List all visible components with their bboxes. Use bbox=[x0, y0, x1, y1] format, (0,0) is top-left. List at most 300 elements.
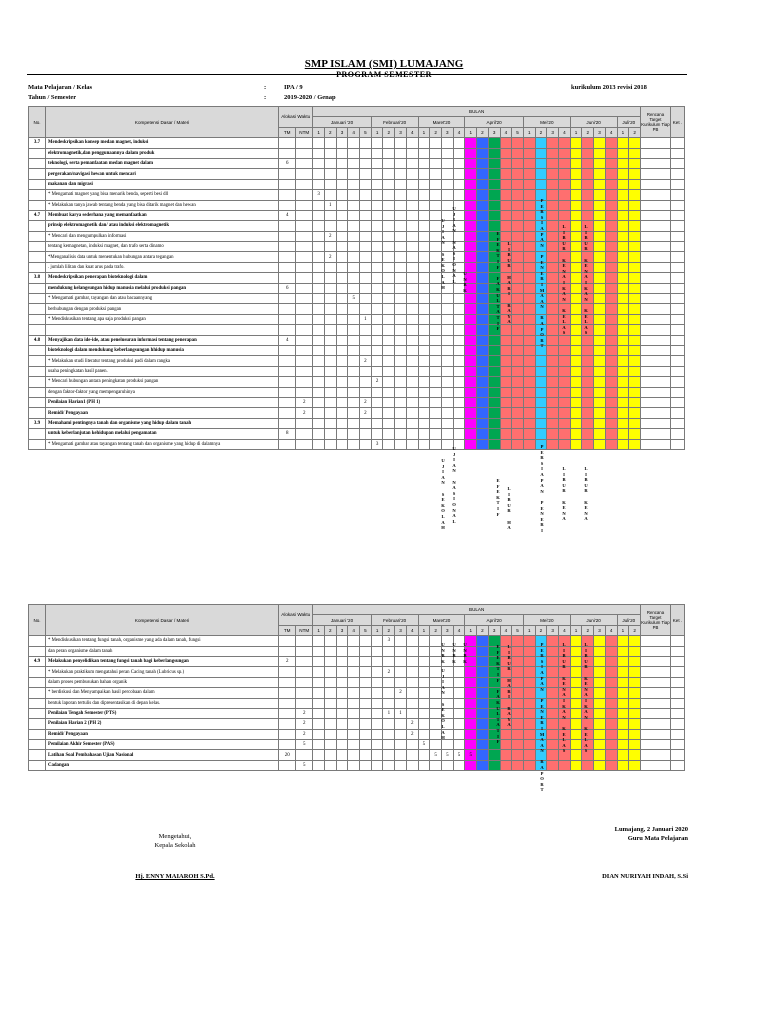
week-cell bbox=[547, 221, 559, 231]
week-cell bbox=[570, 169, 582, 179]
week-cell bbox=[371, 231, 383, 241]
header-kd: Kompetensi Dasar / Materi bbox=[46, 107, 279, 138]
week-cell bbox=[488, 418, 500, 428]
week-cell bbox=[629, 439, 641, 449]
week-cell bbox=[336, 677, 348, 687]
week-cell bbox=[570, 397, 582, 407]
week-cell bbox=[418, 190, 430, 200]
week-header: 1 bbox=[418, 127, 430, 137]
week-cell: 3 bbox=[313, 190, 325, 200]
week-cell bbox=[605, 397, 617, 407]
week-cell bbox=[594, 740, 606, 750]
week-cell bbox=[324, 345, 336, 355]
week-cell bbox=[324, 262, 336, 272]
week-cell bbox=[594, 148, 606, 158]
ket-cell bbox=[670, 677, 684, 687]
week-cell bbox=[570, 387, 582, 397]
week-cell bbox=[336, 356, 348, 366]
row-number bbox=[29, 231, 46, 241]
week-cell bbox=[594, 377, 606, 387]
week-cell bbox=[582, 377, 594, 387]
week-cell bbox=[594, 190, 606, 200]
week-cell bbox=[477, 283, 489, 293]
week-cell bbox=[605, 325, 617, 335]
materi-text: bioteknologi dalam mendukung keberlangsungan hhidup manusia bbox=[46, 345, 279, 355]
week-cell bbox=[371, 677, 383, 687]
week-cell bbox=[523, 262, 535, 272]
row-number bbox=[29, 708, 46, 718]
week-cell bbox=[383, 200, 395, 210]
week-cell bbox=[500, 169, 512, 179]
row-number bbox=[29, 242, 46, 252]
week-cell bbox=[453, 740, 465, 750]
rencana-cell bbox=[641, 252, 671, 262]
header-bulan: BULAN bbox=[313, 605, 641, 615]
week-cell bbox=[418, 221, 430, 231]
week-cell bbox=[559, 345, 571, 355]
week-cell bbox=[313, 667, 325, 677]
week-cell bbox=[629, 667, 641, 677]
week-cell bbox=[336, 190, 348, 200]
week-cell bbox=[441, 314, 453, 324]
week-cell bbox=[371, 387, 383, 397]
week-cell bbox=[523, 304, 535, 314]
week-cell bbox=[395, 138, 407, 148]
ntm-value bbox=[296, 314, 313, 324]
week-cell bbox=[512, 158, 524, 168]
week-header: 3 bbox=[336, 127, 348, 137]
week-cell bbox=[605, 439, 617, 449]
rencana-cell bbox=[641, 273, 671, 283]
week-cell bbox=[371, 356, 383, 366]
tm-value bbox=[279, 729, 296, 739]
week-cell bbox=[465, 719, 477, 729]
week-cell bbox=[313, 397, 325, 407]
ntm-value bbox=[296, 439, 313, 449]
week-cell bbox=[430, 138, 442, 148]
week-cell bbox=[605, 314, 617, 324]
rencana-cell bbox=[641, 231, 671, 241]
header-ket: Ket . bbox=[670, 107, 684, 138]
week-cell bbox=[488, 429, 500, 439]
week-cell bbox=[418, 138, 430, 148]
tm-value bbox=[279, 148, 296, 158]
table-row bbox=[29, 190, 685, 200]
week-header: 4 bbox=[406, 127, 418, 137]
persiapan-label: P E R S I A P A N P E N E R I bbox=[540, 444, 544, 533]
week-cell bbox=[371, 729, 383, 739]
week-cell bbox=[477, 190, 489, 200]
row-number bbox=[29, 148, 46, 158]
week-cell bbox=[500, 429, 512, 439]
ket-cell bbox=[670, 377, 684, 387]
week-cell bbox=[395, 366, 407, 376]
tahun-value: 2019-2020 / Genap bbox=[284, 94, 336, 101]
week-cell bbox=[594, 304, 606, 314]
week-cell bbox=[605, 656, 617, 666]
week-cell bbox=[336, 325, 348, 335]
week-cell bbox=[324, 439, 336, 449]
week-cell bbox=[348, 158, 360, 168]
week-cell bbox=[336, 262, 348, 272]
ket-cell bbox=[670, 646, 684, 656]
ket-cell bbox=[670, 314, 684, 324]
week-cell bbox=[605, 169, 617, 179]
tm-value bbox=[279, 366, 296, 376]
week-cell bbox=[418, 397, 430, 407]
week-cell bbox=[336, 242, 348, 252]
ket-cell bbox=[670, 397, 684, 407]
week-cell bbox=[465, 439, 477, 449]
week-cell bbox=[629, 169, 641, 179]
rencana-cell bbox=[641, 418, 671, 428]
row-number bbox=[29, 294, 46, 304]
tm-value bbox=[279, 314, 296, 324]
week-cell bbox=[477, 242, 489, 252]
week-cell bbox=[594, 200, 606, 210]
week-cell bbox=[547, 646, 559, 656]
rencana-cell bbox=[641, 190, 671, 200]
week-cell bbox=[617, 729, 629, 739]
week-cell bbox=[430, 397, 442, 407]
week-cell bbox=[313, 262, 325, 272]
ket-cell bbox=[670, 294, 684, 304]
week-cell bbox=[348, 708, 360, 718]
week-cell bbox=[547, 179, 559, 189]
week-cell bbox=[629, 221, 641, 231]
week-cell bbox=[383, 252, 395, 262]
week-cell bbox=[512, 677, 524, 687]
header-bulan: BULAN bbox=[313, 107, 641, 117]
week-cell bbox=[406, 304, 418, 314]
week-cell bbox=[617, 418, 629, 428]
week-cell bbox=[605, 158, 617, 168]
week-cell bbox=[559, 148, 571, 158]
week-cell bbox=[441, 387, 453, 397]
ntm-value bbox=[296, 221, 313, 231]
week-header: 3 bbox=[594, 127, 606, 137]
week-header: 1 bbox=[570, 625, 582, 635]
week-cell bbox=[605, 148, 617, 158]
week-header: 2 bbox=[535, 625, 547, 635]
week-cell bbox=[617, 677, 629, 687]
week-cell bbox=[500, 408, 512, 418]
week-cell bbox=[605, 387, 617, 397]
week-cell bbox=[570, 231, 582, 241]
week-cell bbox=[395, 439, 407, 449]
week-cell bbox=[617, 646, 629, 656]
ket-cell bbox=[670, 698, 684, 708]
week-cell bbox=[617, 252, 629, 262]
week-cell bbox=[336, 429, 348, 439]
week-cell bbox=[570, 179, 582, 189]
week-cell bbox=[512, 636, 524, 646]
header-ntm: NTM bbox=[296, 625, 313, 635]
week-cell bbox=[313, 242, 325, 252]
week-cell bbox=[324, 283, 336, 293]
ntm-value bbox=[296, 387, 313, 397]
week-cell bbox=[313, 387, 325, 397]
ntm-value bbox=[296, 750, 313, 760]
week-cell bbox=[477, 169, 489, 179]
libur-hari-raya-label: L I B U R H A R I R A Y A bbox=[507, 644, 511, 728]
week-cell bbox=[395, 429, 407, 439]
week-cell bbox=[360, 740, 372, 750]
week-cell bbox=[406, 636, 418, 646]
week-cell bbox=[313, 356, 325, 366]
week-cell bbox=[360, 656, 372, 666]
week-cell bbox=[512, 169, 524, 179]
week-header: 2 bbox=[324, 127, 336, 137]
week-cell bbox=[594, 646, 606, 656]
week-cell bbox=[313, 646, 325, 656]
week-cell bbox=[453, 677, 465, 687]
week-cell bbox=[547, 158, 559, 168]
week-header: 1 bbox=[465, 127, 477, 137]
week-cell bbox=[617, 636, 629, 646]
week-cell bbox=[512, 719, 524, 729]
week-cell bbox=[383, 190, 395, 200]
week-cell: 3 bbox=[371, 439, 383, 449]
week-cell bbox=[500, 221, 512, 231]
libur-kenaikan-label: L I B U R K E N A I K A N K E L A S bbox=[584, 224, 588, 336]
week-cell bbox=[512, 231, 524, 241]
week-cell bbox=[570, 698, 582, 708]
header-kd: Kompetensi Dasar / Materi bbox=[46, 605, 279, 636]
week-cell bbox=[348, 646, 360, 656]
week-cell bbox=[512, 325, 524, 335]
week-cell bbox=[594, 262, 606, 272]
week-header: 4 bbox=[605, 625, 617, 635]
week-header: 2 bbox=[477, 625, 489, 635]
week-cell bbox=[617, 750, 629, 760]
week-cell bbox=[465, 179, 477, 189]
week-cell bbox=[371, 252, 383, 262]
week-cell bbox=[383, 221, 395, 231]
week-header: 3 bbox=[488, 625, 500, 635]
week-cell bbox=[453, 429, 465, 439]
week-cell bbox=[406, 688, 418, 698]
row-number bbox=[29, 677, 46, 687]
week-cell bbox=[523, 356, 535, 366]
row-number bbox=[29, 719, 46, 729]
week-cell bbox=[324, 242, 336, 252]
week-cell bbox=[465, 325, 477, 335]
week-cell bbox=[570, 429, 582, 439]
ntm-value bbox=[296, 242, 313, 252]
week-cell bbox=[406, 397, 418, 407]
week-cell bbox=[336, 273, 348, 283]
table-row bbox=[29, 387, 685, 397]
week-cell bbox=[383, 356, 395, 366]
week-cell bbox=[547, 169, 559, 179]
week-cell bbox=[559, 190, 571, 200]
row-number bbox=[29, 190, 46, 200]
week-cell bbox=[371, 200, 383, 210]
week-cell bbox=[477, 667, 489, 677]
week-cell bbox=[336, 221, 348, 231]
week-cell bbox=[383, 439, 395, 449]
week-cell bbox=[395, 418, 407, 428]
week-cell bbox=[617, 335, 629, 345]
materi-text: * Mencari hubungan antara peningkatan produksi pangan bbox=[46, 377, 279, 387]
week-cell bbox=[512, 646, 524, 656]
week-cell bbox=[383, 169, 395, 179]
week-cell bbox=[453, 169, 465, 179]
week-cell bbox=[441, 366, 453, 376]
week-cell bbox=[418, 677, 430, 687]
week-cell bbox=[418, 304, 430, 314]
rencana-cell bbox=[641, 210, 671, 220]
week-cell bbox=[570, 729, 582, 739]
week-cell bbox=[371, 179, 383, 189]
week-cell bbox=[582, 408, 594, 418]
week-cell bbox=[336, 688, 348, 698]
week-cell bbox=[465, 387, 477, 397]
week-cell bbox=[559, 335, 571, 345]
materi-text: Mendeskripsikan konsep medan magnet, induksi bbox=[46, 138, 279, 148]
week-cell bbox=[348, 636, 360, 646]
week-cell bbox=[512, 708, 524, 718]
week-cell bbox=[348, 429, 360, 439]
week-cell bbox=[406, 366, 418, 376]
week-cell bbox=[453, 148, 465, 158]
week-cell bbox=[594, 760, 606, 770]
week-header: 1 bbox=[371, 127, 383, 137]
week-cell bbox=[512, 294, 524, 304]
materi-text: * Melakukan studi literatur tentang produksi padi dalam rangka bbox=[46, 356, 279, 366]
week-cell bbox=[418, 283, 430, 293]
week-cell bbox=[360, 636, 372, 646]
week-cell bbox=[360, 719, 372, 729]
week-cell bbox=[313, 294, 325, 304]
week-cell bbox=[383, 677, 395, 687]
week-cell bbox=[570, 408, 582, 418]
week-cell bbox=[629, 708, 641, 718]
tm-value bbox=[279, 646, 296, 656]
ntm-value bbox=[296, 273, 313, 283]
materi-text: Penilaian Harian1 (PH 1) bbox=[46, 397, 279, 407]
week-cell bbox=[383, 740, 395, 750]
tm-value bbox=[279, 325, 296, 335]
program-table-2 bbox=[28, 604, 685, 793]
week-cell bbox=[371, 138, 383, 148]
week-cell bbox=[406, 325, 418, 335]
week-cell bbox=[313, 325, 325, 335]
week-cell bbox=[594, 345, 606, 355]
rencana-cell bbox=[641, 760, 671, 770]
week-cell bbox=[430, 366, 442, 376]
week-cell bbox=[406, 252, 418, 262]
week-cell bbox=[547, 366, 559, 376]
week-cell bbox=[324, 656, 336, 666]
week-cell: 5 bbox=[465, 750, 477, 760]
week-cell bbox=[406, 335, 418, 345]
week-cell bbox=[594, 210, 606, 220]
week-cell bbox=[570, 283, 582, 293]
week-cell bbox=[418, 356, 430, 366]
week-cell bbox=[617, 439, 629, 449]
week-cell bbox=[324, 636, 336, 646]
week-cell bbox=[313, 231, 325, 241]
week-cell bbox=[336, 750, 348, 760]
week-cell bbox=[547, 356, 559, 366]
tm-value bbox=[279, 200, 296, 210]
week-cell bbox=[512, 729, 524, 739]
week-cell bbox=[617, 273, 629, 283]
week-cell bbox=[441, 190, 453, 200]
week-cell bbox=[523, 210, 535, 220]
week-cell bbox=[313, 750, 325, 760]
materi-text: Remidi/ Pengayaan bbox=[46, 729, 279, 739]
materi-text: untuk keberlanjutan kehidupan melalui pengamatan bbox=[46, 429, 279, 439]
week-cell bbox=[570, 335, 582, 345]
ket-cell bbox=[670, 221, 684, 231]
week-cell bbox=[348, 439, 360, 449]
week-cell bbox=[547, 729, 559, 739]
week-cell bbox=[324, 158, 336, 168]
week-cell: 2 bbox=[360, 397, 372, 407]
week-cell bbox=[383, 397, 395, 407]
week-cell bbox=[605, 190, 617, 200]
materi-text: * Mencari dan mengumpulkan informasi bbox=[46, 231, 279, 241]
month-header: Maret'20 bbox=[418, 615, 465, 625]
week-cell bbox=[477, 366, 489, 376]
week-cell bbox=[360, 429, 372, 439]
week-cell bbox=[348, 719, 360, 729]
week-cell bbox=[324, 325, 336, 335]
week-cell bbox=[582, 356, 594, 366]
week-cell bbox=[523, 325, 535, 335]
week-cell bbox=[395, 179, 407, 189]
week-cell bbox=[477, 750, 489, 760]
rencana-cell bbox=[641, 740, 671, 750]
week-cell bbox=[360, 190, 372, 200]
ket-cell bbox=[670, 636, 684, 646]
week-cell bbox=[383, 210, 395, 220]
week-cell bbox=[523, 345, 535, 355]
libur-kenaikan-label: L I B U R K E N A bbox=[584, 466, 588, 522]
materi-text: * Mendiskusikan tentang apa saja produksi pangan bbox=[46, 314, 279, 324]
week-cell bbox=[477, 158, 489, 168]
week-cell bbox=[547, 439, 559, 449]
week-cell bbox=[441, 179, 453, 189]
materi-text: Penilaian Tengah Semester (PTS) bbox=[46, 708, 279, 718]
week-cell bbox=[535, 397, 547, 407]
week-cell bbox=[535, 418, 547, 428]
week-cell bbox=[348, 356, 360, 366]
week-cell bbox=[430, 304, 442, 314]
ket-cell bbox=[670, 439, 684, 449]
week-cell bbox=[348, 688, 360, 698]
tm-value bbox=[279, 387, 296, 397]
week-cell bbox=[336, 708, 348, 718]
ket-cell bbox=[670, 429, 684, 439]
week-cell bbox=[383, 314, 395, 324]
week-cell bbox=[523, 719, 535, 729]
row-number bbox=[29, 439, 46, 449]
week-cell bbox=[477, 273, 489, 283]
week-cell bbox=[313, 377, 325, 387]
rencana-cell bbox=[641, 345, 671, 355]
week-cell bbox=[371, 750, 383, 760]
ket-cell bbox=[670, 366, 684, 376]
week-cell bbox=[512, 387, 524, 397]
week-cell bbox=[336, 646, 348, 656]
week-cell bbox=[371, 221, 383, 231]
week-cell bbox=[430, 356, 442, 366]
week-cell bbox=[523, 698, 535, 708]
